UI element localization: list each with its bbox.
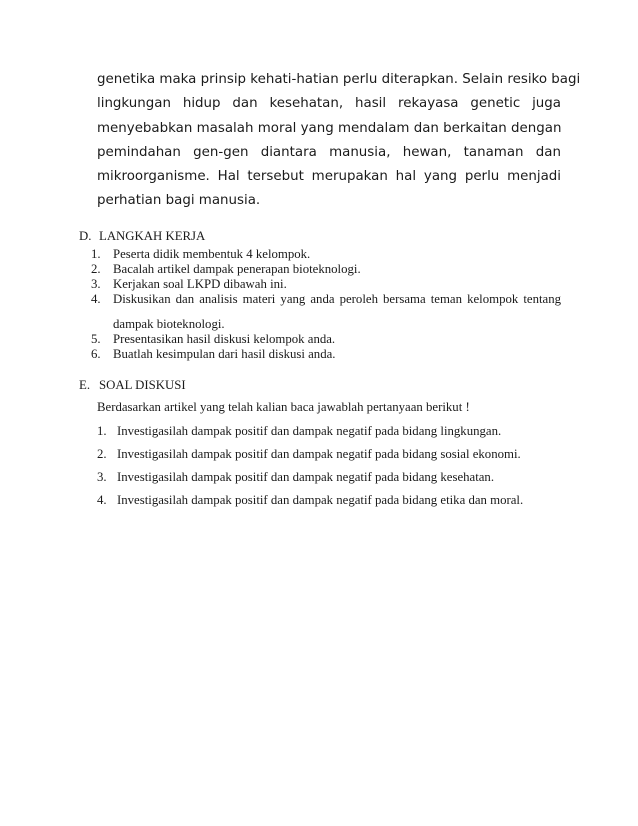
list-number: 4. xyxy=(91,292,101,306)
intro-line: menyebabkan masalah moral yang mendalam dan berkaitan dengan xyxy=(97,120,562,136)
intro-line: mikroorganisme. Hal tersebut merupakan hal yang perlu menjadi xyxy=(97,169,561,185)
list-item xyxy=(91,292,561,332)
section-d-heading xyxy=(79,229,205,244)
list-item xyxy=(91,247,561,262)
list-item-text: Kerjakan soal LKPD dibawah ini. xyxy=(113,277,287,291)
question-number: 2. xyxy=(97,447,107,461)
question-text: Investigasilah dampak positif dan dampak negatif pada bidang kesehatan. xyxy=(117,470,495,484)
question-number: 1. xyxy=(97,424,107,438)
section-e-heading xyxy=(79,378,186,393)
section-d-title: LANGKAH KERJA xyxy=(99,229,206,243)
question-item xyxy=(97,443,567,466)
question-item xyxy=(97,489,567,512)
list-number: 2. xyxy=(91,262,101,276)
question-number: 3. xyxy=(97,470,107,484)
list-item xyxy=(91,347,561,362)
list-number: 1. xyxy=(91,247,101,261)
list-item xyxy=(91,332,561,347)
list-item-text: Presentasikan hasil diskusi kelompok anda. xyxy=(113,332,336,346)
list-number: 3. xyxy=(91,277,101,291)
soal-intro-text: Berdasarkan artikel yang telah kalian baca jawablah pertanyaan berikut ! xyxy=(97,400,470,414)
list-number: 5. xyxy=(91,332,101,346)
question-text: Investigasilah dampak positif dan dampak negatif pada bidang etika dan moral. xyxy=(117,493,524,507)
list-item xyxy=(91,277,561,292)
list-item-text: Bacalah artikel dampak penerapan bioteknologi. xyxy=(113,262,361,276)
list-item-text: Buatlah kesimpulan dari hasil diskusi anda. xyxy=(113,347,336,361)
section-e-title: SOAL DISKUSI xyxy=(99,378,186,392)
question-item xyxy=(97,466,567,489)
langkah-kerja-list xyxy=(91,247,561,362)
list-item xyxy=(91,262,561,277)
list-item-text: Peserta didik membentuk 4 kelompok. xyxy=(113,247,311,261)
question-item xyxy=(97,420,567,443)
soal-diskusi-list xyxy=(97,420,567,512)
list-item-text-continued: dampak bioteknologi. xyxy=(113,317,225,331)
question-text: Investigasilah dampak positif dan dampak negatif pada bidang lingkungan. xyxy=(117,424,502,438)
question-number: 4. xyxy=(97,493,107,507)
list-item-text: Diskusikan dan analisis materi yang anda peroleh bersama teman kelompok tentang xyxy=(113,292,561,306)
intro-line: lingkungan hidup dan kesehatan, hasil rekayasa genetic juga xyxy=(97,96,561,112)
intro-line: perhatian bagi manusia. xyxy=(97,193,261,209)
intro-line: pemindahan gen-gen diantara manusia, hewan, tanaman dan xyxy=(97,144,561,160)
question-text: Investigasilah dampak positif dan dampak negatif pada bidang sosial ekonomi. xyxy=(117,447,521,461)
list-number: 6. xyxy=(91,347,101,361)
section-e-letter: E. xyxy=(79,378,91,392)
intro-paragraph xyxy=(97,68,581,214)
intro-line: genetika maka prinsip kehati-hatian perlu diterapkan. Selain resiko bagi xyxy=(97,72,581,87)
section-d-letter: D. xyxy=(79,229,92,243)
